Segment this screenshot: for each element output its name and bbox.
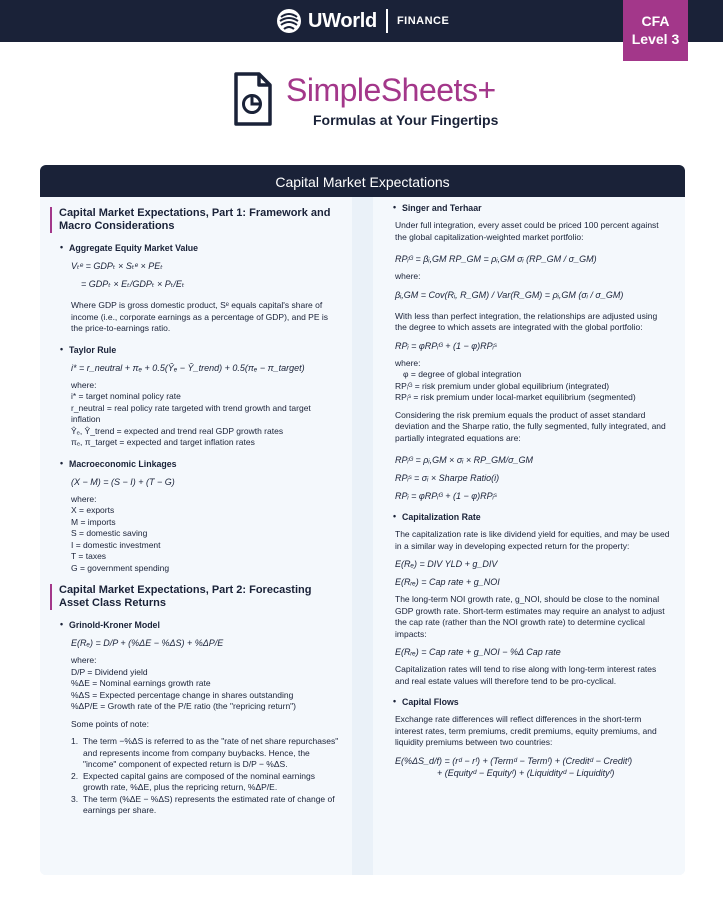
where-label: where: <box>71 379 97 390</box>
topic-capitalization-rate: • Capitalization Rate <box>393 512 671 522</box>
equation: = GDPₜ × Eₜ/GDPₜ × Pₜ/Eₜ <box>81 279 185 289</box>
topic-grinold-kroner: • Grinold-Kroner Model <box>60 620 342 630</box>
definition: πₑ, π_target = expected and target inflation rates <box>71 437 255 447</box>
notes-label: Some points of note: <box>71 718 149 729</box>
equation: E(Rᵣₑ) = Cap rate + g_NOI <box>395 577 500 587</box>
equation: RPᵢᴳ = ρᵢ,GM × σᵢ × RP_GM/σ_GM <box>395 455 534 465</box>
equation: i* = r_neutral + πₑ + 0.5(Ŷₑ − Ŷ_trend) + 0.5(πₑ − π_target) <box>71 362 305 373</box>
definition: M = imports <box>71 516 116 527</box>
definition: %ΔS = Expected percentage change in shares outstanding <box>71 689 294 700</box>
topic-macro-linkages: • Macroeconomic Linkages <box>60 459 342 469</box>
equation: RPᵢˢ = σᵢ × Sharpe Ratio(i) <box>395 473 500 483</box>
hero-title: SimpleSheets+ <box>286 72 496 108</box>
top-bar <box>0 0 723 42</box>
definition: RPᵢᴳ = risk premium under global equilibrium (integrated) <box>395 380 610 391</box>
definition: X = exports <box>71 505 115 515</box>
brand-divider <box>386 9 388 33</box>
definition: %ΔP/E = Growth rate of the P/E ratio (the "repricing return") <box>71 701 297 711</box>
equation: Vₜᵉ = GDPₜ × Sₜᵉ × PEₜ <box>71 261 163 271</box>
description: Where GDP is gross domestic product, Sᵉ equals capital's share of income (i.e., corporate earnings as a percentage of GDP), and PE is the price-to-earnings ratio. <box>71 300 329 333</box>
where-label: where: <box>395 357 421 368</box>
globe-icon <box>276 8 302 34</box>
level-line-2: Level 3 <box>631 31 680 47</box>
topic-aggregate-equity: • Aggregate Equity Market Value <box>60 243 342 253</box>
paragraph: The capitalization rate is like dividend yield for equities, and may be used in a similar way in developing expected return for the property: <box>395 529 670 551</box>
note-text: The term −%ΔS is referred to as the "rate of net share repurchases" and represents income from company buybacks. Hence, the "income" component of expected return is D/P − %ΔS. <box>83 736 339 769</box>
paragraph: The long-term NOI growth rate, g_NOI, should be close to the nominal GDP growth rate. Short-term estimates may require an analyst to adjust the cap rate (rather than the NOI growth rate) to determine cyclical impacts: <box>395 594 665 639</box>
brand-name: UWorld <box>308 9 377 32</box>
definition: G = government spending <box>71 562 170 573</box>
document-chart-icon <box>233 71 273 127</box>
section-title-part-1: Capital Market Expectations, Part 1: Framework and Macro Considerations <box>50 207 342 233</box>
paragraph: Exchange rate differences will reflect differences in the short-term interest rates, term premiums, credit premiums, equity premiums, and liquidity premiums between two countries: <box>395 714 657 747</box>
right-column <box>373 197 685 875</box>
definition: %ΔE = Nominal earnings growth rate <box>71 678 211 688</box>
list-item: 2. Expected capital gains are composed of the nominal earnings growth rate, %ΔE, plus the repricing return, %ΔP/E. <box>71 770 316 792</box>
equation: βᵢ,GM = Cov(Rᵢ, R_GM) / Var(R_GM) = ρᵢ,GM (σᵢ / σ_GM) <box>395 289 624 300</box>
topic-capital-flows: • Capital Flows <box>393 697 671 707</box>
paragraph: Capitalization rates will tend to rise along with long-term interest rates and real estate values will therefore tend to be pro-cyclical. <box>395 664 657 686</box>
definition: RPᵢˢ = risk premium under local-market equilibrium (segmented) <box>395 392 636 402</box>
section-title-part-2: Capital Market Expectations, Part 2: Forecasting Asset Class Returns <box>50 584 342 610</box>
where-label: where: <box>71 655 97 665</box>
equation: RPᵢ = φRPᵢᴳ + (1 − φ)RPᵢˢ <box>395 340 497 351</box>
equation: E(Rₑ) = DIV YLD + g_DIV <box>395 559 498 569</box>
definition: φ = degree of global integration <box>403 369 522 379</box>
paragraph: With less than perfect integration, the relationships are adjusted using the degree to which assets are integrated with the global portfolio: <box>395 310 658 332</box>
topic-taylor-rule: • Taylor Rule <box>60 345 342 355</box>
list-item: 1. The term −%ΔS is referred to as the "rate of net share repurchases" and represents income from company buybacks. Hence, the "income" component of expected return is D/P − %ΔS. <box>71 736 339 769</box>
formula-card <box>40 165 685 875</box>
equation: E(Rₑ) = D/P + (%ΔE − %ΔS) + %ΔP/E <box>71 638 224 648</box>
brand-subtitle: FINANCE <box>396 15 450 27</box>
where-label: where: <box>395 271 421 281</box>
definition: I = domestic investment <box>71 539 161 550</box>
paragraph: Under full integration, every asset could be priced 100 percent against the global capitalization-weighted market portfolio: <box>395 220 659 242</box>
definition: r_neutral = real policy rate targeted with trend growth and target inflation <box>71 402 311 424</box>
topic-singer-terhaar: • Singer and Terhaar <box>393 203 671 213</box>
level-badge <box>623 0 688 61</box>
hero-subtitle: Formulas at Your Fingertips <box>313 112 499 128</box>
definition: D/P = Dividend yield <box>71 666 148 677</box>
where-label: where: <box>71 493 97 504</box>
brand-logo[interactable] <box>276 5 449 37</box>
definition: i* = target nominal policy rate <box>71 391 181 401</box>
equation: E(%ΔS_d/f) = (rᵈ − rᶠ) + (Termᵈ − Termᶠ) + (Creditᵈ − Creditᶠ) <box>395 755 633 766</box>
paragraph: Considering the risk premium equals the product of asset standard deviation and the Sharpe ratio, the fully segmented, fully integrated, and partially integrated equations are: <box>395 409 666 443</box>
equation: RPᵢ = φRPᵢᴳ + (1 − φ)RPᵢˢ <box>395 491 497 501</box>
note-text: The term (%ΔE − %ΔS) represents the estimated rate of change of earnings per share. <box>83 793 335 815</box>
level-line-1: CFA <box>641 13 670 29</box>
equation: (X − M) = (S − I) + (T − G) <box>71 476 175 487</box>
equation: RPᵢᴳ = βᵢ,GM RP_GM = ρᵢ,GM σᵢ (RP_GM / σ_GM) <box>395 254 597 264</box>
left-column <box>40 197 352 875</box>
definition: S = domestic saving <box>71 528 148 538</box>
equation: E(Rᵣₑ) = Cap rate + g_NOI − %Δ Cap rate <box>395 647 561 657</box>
definition: T = taxes <box>71 551 107 561</box>
equation: + (Equityᵈ − Equityᶠ) + (Liquidityᵈ − Liquidityᶠ) <box>437 767 615 778</box>
definition: Ŷₑ, Ŷ_trend = expected and trend real GDP growth rates <box>71 425 284 436</box>
list-item: 3. The term (%ΔE − %ΔS) represents the estimated rate of change of earnings per share. <box>71 793 335 815</box>
card-title: Capital Market Expectations <box>40 165 685 197</box>
note-text: Expected capital gains are composed of the nominal earnings growth rate, %ΔE, plus the repricing return, %ΔP/E. <box>83 770 316 792</box>
